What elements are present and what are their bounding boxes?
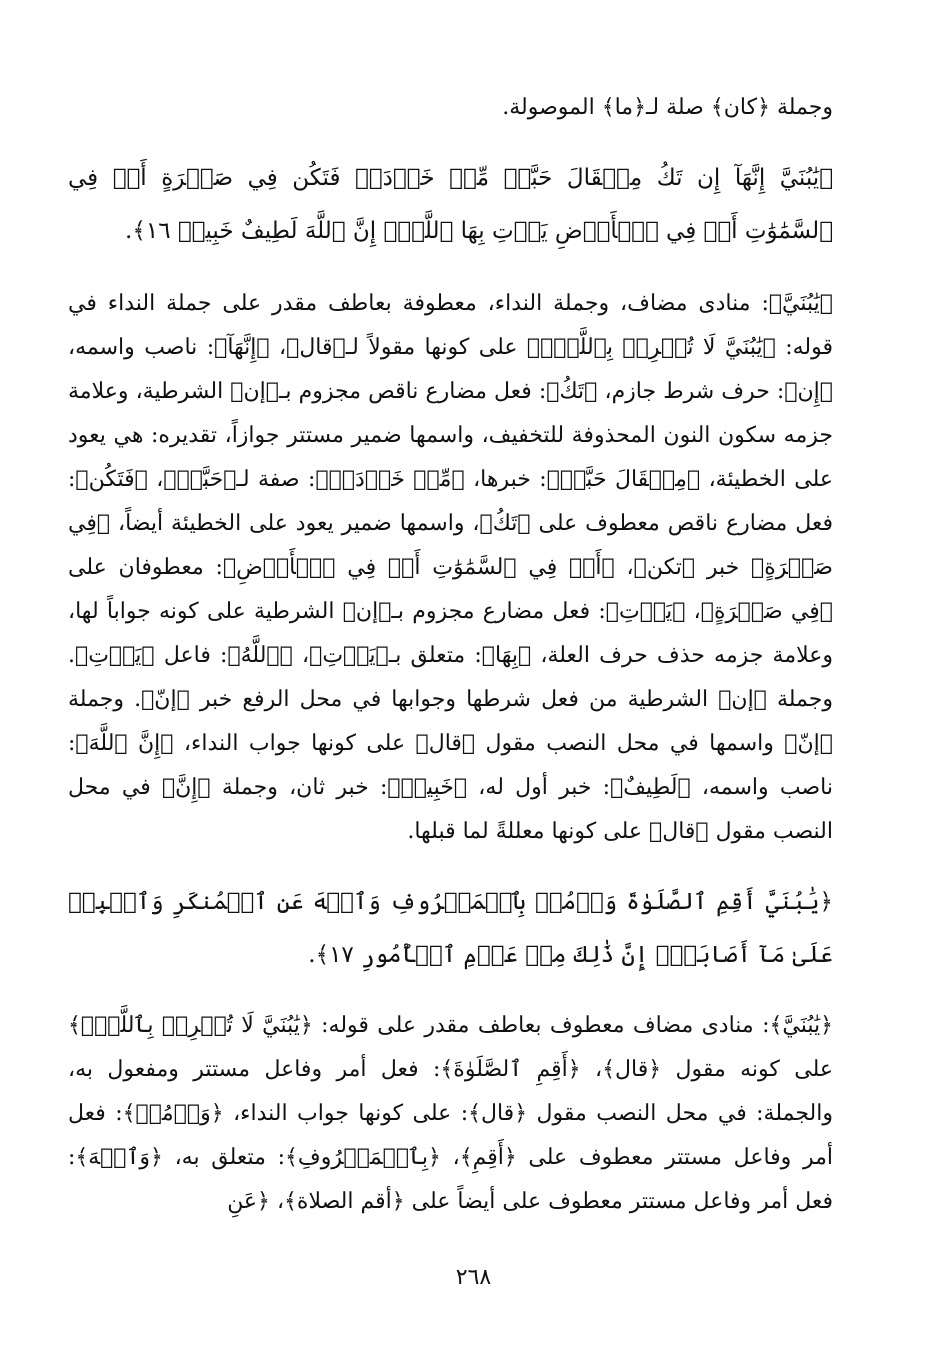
page-number: ٢٦٨ bbox=[455, 1265, 492, 1290]
quran-verse: ﴿يَٰبُنَيَّ أَقِمِ ٱلصَّلَوٰةَ وَأۡمُرۡ بِٱلۡمَعۡرُوفِ وَٱنۡهَ عَنِ ٱلۡمُنكَرِ وَٱصۡبِرۡ عَلَىٰ مَآ أَصَابَكَۖ إِنَّ ذَٰلِكَ مِنۡ عَزۡمِ ٱلۡأُمُورِ ١٧﴾. bbox=[68, 889, 833, 968]
text-paragraph: ﴿يَٰبُنَيَّ﴾: منادى مضاف، وجملة النداء، معطوفة بعاطف مقدر على جملة النداء في قوله: ﴿يَٰبُنَيَّ لَا تُشۡرِكۡ بِٱللَّهِۖ﴾ على كونها مقولاً لـ﴿قال﴾، ﴿إِنَّهَآ﴾: ناصب واسمه، ﴿إِن﴾: حرف شرط جازم، ﴿تَكُ﴾: فعل مضارع ناقص مجزوم بـ﴿إن﴾ الشرطية، وعلامة جزمه سكون النون المحذوفة للتخفيف، واسمها ضمير مستتر جوازاً، تقديره: هي يعود على الخطيئة، ﴿مِثۡقَالَ حَبَّةٖ﴾: خبرها، ﴿مِّنۡ خَرۡدَلٖ﴾: صفة لـ﴿حَبَّةٖ﴾، ﴿فَتَكُن﴾: فعل مضارع ناقص معطوف على ﴿تَكُ﴾، واسمها ضمير يعود على الخطيئة أيضاً، ﴿فِي صَخۡرَةٍ﴾ خبر ﴿تكن﴾، ﴿أَوۡ فِي ٱلسَّمَٰوَٰتِ أَوۡ فِي ٱلۡأَرۡضِ﴾: معطوفان على ﴿فِي صَخۡرَةٍ﴾، ﴿يَأۡتِ﴾: فعل مضارع مجزوم بـ﴿إن﴾ الشرطية على كونه جواباً لها، وعلامة جزمه حذف حرف العلة، ﴿بِهَا﴾: متعلق بـ﴿يَأۡتِ﴾، ﴿ٱللَّهُ﴾: فاعل ﴿يَأۡتِ﴾. وجملة ﴿إن﴾ الشرطية من فعل شرطها وجوابها في محل الرفع خبر ﴿إنّ﴾. وجملة ﴿إنّ﴾ واسمها في محل النصب مقول ﴿قال﴾ على كونها جواب النداء، ﴿إِنَّ ٱللَّهَ﴾: ناصب واسمه، ﴿لَطِيفٌ﴾: خبر أول له، ﴿خَبِيرٞ﴾: خبر ثان، وجملة ﴿إِنَّ﴾ في محل النصب مقول ﴿قال﴾ على كونها معللةً لما قبلها. bbox=[68, 291, 833, 844]
text-paragraph: ﴿يَٰبُنَيَّ﴾: منادى مضاف معطوف بعاطف مقدر على قوله: ﴿يَٰبُنَيَّ لَا تُشۡرِكۡ بِٱللَّهِۖ﴾ على كونه مقول ﴿قال﴾، ﴿أَقِمِ ٱلصَّلَوٰةَ﴾: فعل أمر وفاعل مستتر ومفعول به، والجملة: في محل النصب مقول ﴿قال﴾: على كونها جواب النداء، ﴿وَأۡمُرۡ﴾: فعل أمر وفاعل مستتر معطوف على ﴿أَقِمِ﴾، ﴿بِٱلۡمَعۡرُوفِ﴾: متعلق به، ﴿وَٱنۡهَ﴾: فعل أمر وفاعل مستتر معطوف على أيضاً على ﴿أقم الصلاة﴾، ﴿عَنِ bbox=[68, 1013, 833, 1214]
quran-verse: ﴿يَٰبُنَيَّ إِنَّهَآ إِن تَكُ مِثۡقَالَ حَبَّةٖ مِّنۡ خَرۡدَلٖ فَتَكُن فِي صَخۡرَةٍ أَوۡ فِي ٱلسَّمَٰوَٰتِ أَوۡ فِي ٱلۡأَرۡضِ يَأۡتِ بِهَا ٱللَّهُۚ إِنَّ ٱللَّهَ لَطِيفٌ خَبِيرٞ ١٦﴾. bbox=[68, 165, 833, 244]
text-paragraph: وجملة ﴿كان﴾ صلة لـ﴿ما﴾ الموصولة. bbox=[502, 95, 833, 120]
